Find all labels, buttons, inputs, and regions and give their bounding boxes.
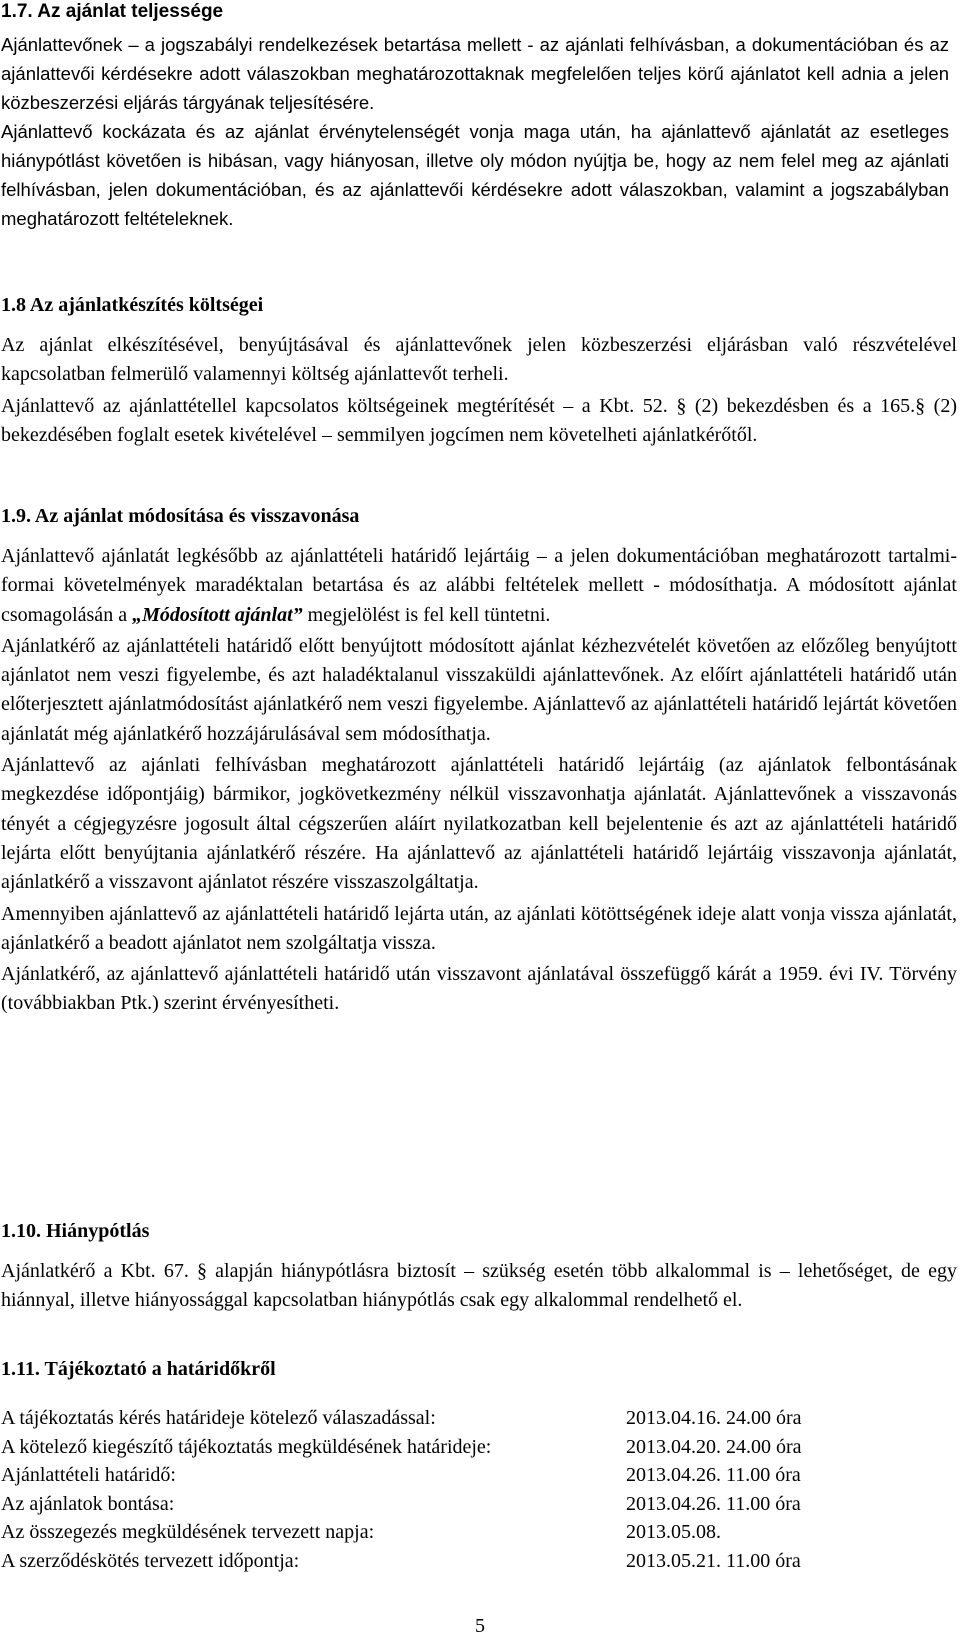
- section-heading: 1.7. Az ajánlat teljessége: [1, 1, 224, 22]
- deadline-row: [1, 1547, 957, 1576]
- paragraph: Ajánlatkérő, az ajánlattevő ajánlattételi határidő után visszavont ajánlatával összefüggő kárát a 1959. évi IV. Törvény (továbbiakban Ptk.) szerint érvényesítheti.: [1, 963, 957, 1015]
- paragraph: Az ajánlat elkészítésével, benyújtásával és ajánlattevőnek jelen közbeszerzési eljárásban való részvételével kapcsolatban felmerülő valamennyi költség ajánlattevőt terheli.: [1, 334, 957, 386]
- page-number: 5: [475, 1615, 485, 1637]
- deadline-list: [1, 1404, 957, 1575]
- paragraph-text: megjelölést is fel kell tüntetni.: [302, 603, 551, 626]
- paragraph: [1, 542, 957, 630]
- deadline-row: [1, 1404, 957, 1433]
- paragraph: Amennyiben ajánlattevő az ajánlattételi határidő lejárta után, az ajánlati kötöttségének ideje alatt vonja vissza ajánlatát, ajánlatkérő a beadott ajánlatot nem szolgáltatja vissza.: [1, 902, 957, 954]
- deadline-row: [1, 1518, 957, 1547]
- deadline-row: [1, 1461, 957, 1490]
- paragraph: Ajánlattevő az ajánlati felhívásban meghatározott ajánlattételi határidő lejártáig (az ajánlatok felbontásának megkezdése időpontjáig) bármikor, jogkövetkezmény nélkül visszavonhatja ajánlatát. Ajánlattevőnek a visszavonás tényét a cégjegyzésre jogosult által cégszerűen aláírt nyilatkozatban kell bejelentenie és azt az ajánlattételi határidő lejárta előtt benyújtania ajánlatkérő részére. Ha ajánlattevő az ajánlattételi határidő lejártáig visszavonja ajánlatát, ajánlatkérő a visszavont ajánlatot részére visszaszolgáltatja.: [1, 754, 957, 894]
- section-1-9: [1, 502, 957, 1019]
- emphasis-label: „Módosított ajánlat”: [132, 603, 303, 626]
- deadline-row: [1, 1490, 957, 1519]
- section-heading: 1.8 Az ajánlatkészítés költségei: [1, 294, 264, 316]
- deadline-value: 2013.05.08.: [626, 1521, 721, 1543]
- deadline-value: 2013.04.20. 24.00 óra: [626, 1435, 802, 1458]
- deadline-value: 2013.04.26. 11.00 óra: [626, 1464, 801, 1486]
- deadline-label: A tájékoztatás kérés határideje kötelező válaszadással:: [1, 1407, 436, 1429]
- section-1-8: [1, 291, 957, 450]
- paragraph: Ajánlatkérő a Kbt. 67. § alapján hiánypótlásra biztosít – szükség esetén több alkalommal is – lehetőséget, de egy hiánnyal, illetve hiányossággal kapcsolatban hiánypótlás csak egy alkalommal rendelhető el.: [1, 1260, 957, 1312]
- section-heading: 1.10. Hiánypótlás: [1, 1220, 150, 1242]
- deadline-label: Ajánlattételi határidő:: [1, 1464, 176, 1486]
- deadline-label: Az ajánlatok bontása:: [1, 1492, 175, 1515]
- deadline-value: 2013.05.21. 11.00 óra: [626, 1549, 801, 1572]
- paragraph: Ajánlattevő az ajánlattétellel kapcsolatos költségeinek megtérítését – a Kbt. 52. § (2) bekezdésben és a 165.§ (2) bekezdésében foglalt esetek kivételével – semmilyen jogcímen nem követelheti ajánlatkérőtől.: [1, 394, 957, 446]
- deadline-label: A szerződéskötés tervezett időpontja:: [1, 1549, 300, 1572]
- deadline-value: 2013.04.26. 11.00 óra: [626, 1492, 801, 1515]
- paragraph-text: Ajánlattevő ajánlatát legkésőbb az ajánlattételi határidő lejártáig – a jelen dokumentációban meghatározott tartalmi-formai követelmények maradéktalan betartása és az alábbi feltételek mellett - módosíthatja. A módosított ajánlat csomagolásán a: [1, 545, 957, 626]
- section-1-7: [1, 0, 949, 233]
- section-heading: 1.9. Az ajánlat módosítása és visszavonása: [1, 505, 360, 527]
- paragraph: Ajánlatkérő az ajánlattételi határidő előtt benyújtott módosított ajánlat kézhezvételét követően az előzőleg benyújtott ajánlatot nem veszi figyelembe, és azt haladéktalanul visszaküldi ajánlattevőnek. Az előírt ajánlattételi határidő után előterjesztett ajánlatmódosítást ajánlatkérő nem veszi figyelembe. Ajánlattevő az ajánlattételi határidő lejártát követően ajánlatát még ajánlatkérő hozzájárulásával sem módosíthatja.: [1, 634, 957, 745]
- section-1-11: [1, 1355, 957, 1575]
- deadline-label: Az összegezés megküldésének tervezett napja:: [1, 1521, 375, 1543]
- paragraph: Ajánlattevő kockázata és az ajánlat érvénytelenségét vonja maga után, ha ajánlattevő ajánlatát az esetleges hiánypótlást követően is hibásan, vagy hiányosan, illetve oly módon nyújtja be, hogy az nem felel meg az ajánlati felhívásban, jelen dokumentációban, és az ajánlattevői kérdésekre adott válaszokban, valamint a jogszabályban meghatározott feltételeknek.: [1, 121, 949, 229]
- paragraph: Ajánlattevőnek – a jogszabályi rendelkezések betartása mellett - az ajánlati felhívásban, a dokumentációban és az ajánlattevői kérdésekre adott válaszokban meghatározottaknak megfelelően teljes körű ajánlatot kell adnia a jelen közbeszerzési eljárás tárgyának teljesítésére.: [1, 34, 949, 113]
- section-heading: 1.11. Tájékoztató a határidőkről: [1, 1358, 276, 1380]
- deadline-value: 2013.04.16. 24.00 óra: [626, 1407, 802, 1429]
- deadline-row: [1, 1433, 957, 1462]
- deadline-label: A kötelező kiegészítő tájékoztatás megküldésének határideje:: [1, 1435, 492, 1458]
- section-1-10: [1, 1217, 957, 1316]
